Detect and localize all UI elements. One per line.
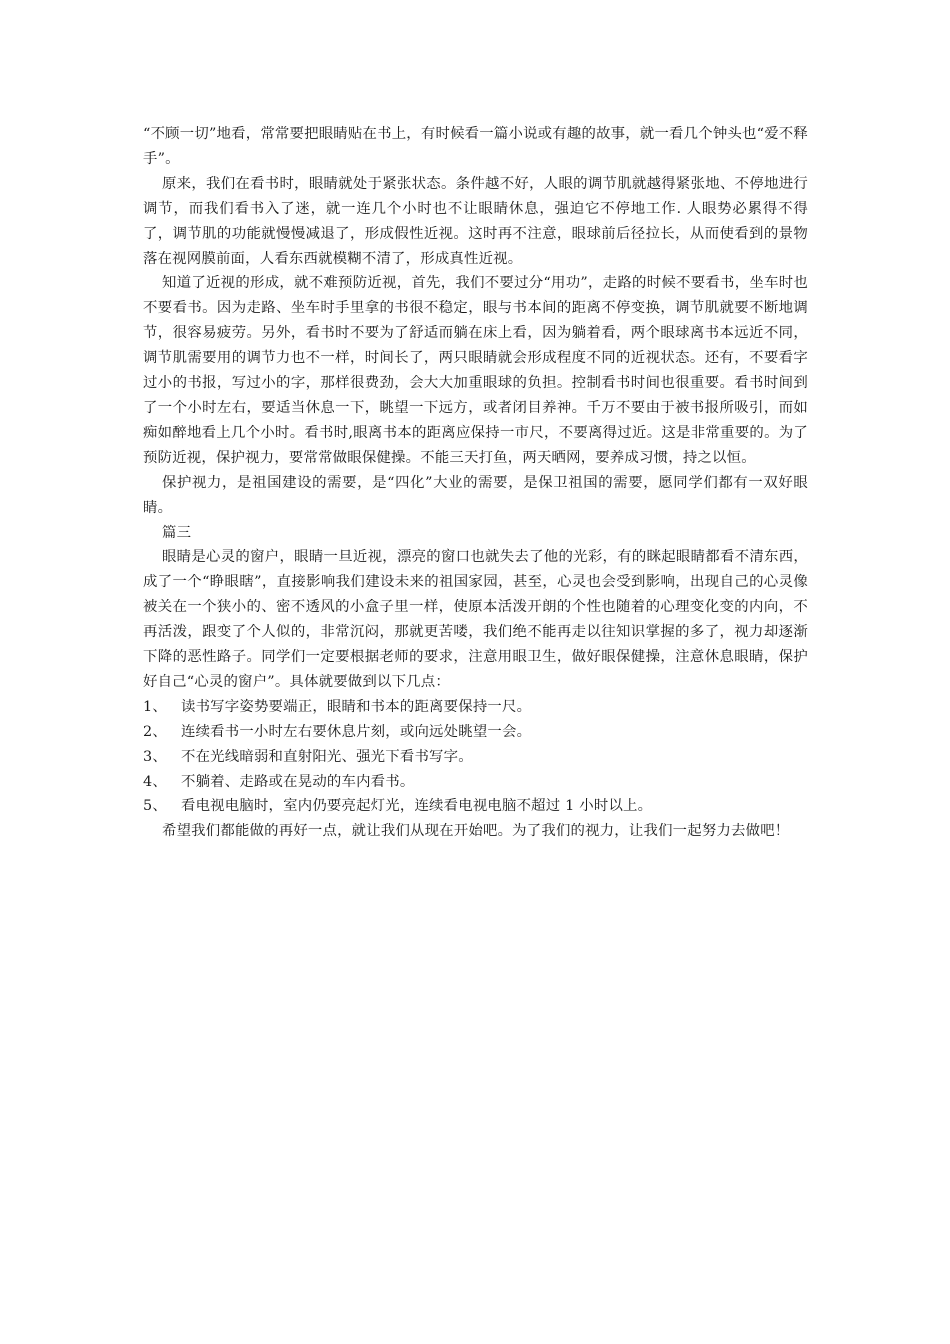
list-item bbox=[143, 770, 808, 795]
paragraph-continuation: “不顾一切”地看，常常要把眼睛贴在书上，有时候看一篇小说或有趣的故事，就一看几个钟头也“爱不释手”。 bbox=[143, 126, 808, 167]
list-item-text: 连续看书一小时左右要休息片刻，或向远处眺望一会。 bbox=[181, 723, 532, 740]
list-item bbox=[143, 745, 808, 770]
list-item-number: 1、 bbox=[143, 698, 167, 715]
list-item-number: 5、 bbox=[143, 798, 167, 815]
list-item-number: 3、 bbox=[143, 748, 167, 765]
list-item-text: 看电视电脑时，室内仍要亮起灯光，连续看电视电脑不超过 1 小时以上。 bbox=[181, 798, 653, 815]
list-item bbox=[143, 794, 808, 819]
list-item-text: 不躺着、走路或在晃动的车内看书。 bbox=[181, 773, 415, 790]
list-item-number: 4、 bbox=[143, 773, 167, 790]
paragraph-prevention: 知道了近视的形成，就不难预防近视，首先，我们不要过分“用功”，走路的时候不要看书，坐车时也不要看书。因为走路、坐车时手里拿的书很不稳定，眼与书本间的距离不停变换，调节肌就要不断地调节，很容易疲劳。另外，看书时不要为了舒适而躺在床上看，因为躺着看，两个眼球离书本远近不同，调节肌需要用的调节力也不一样，时间长了，两只眼睛就会形成程度不同的近视状态。还有，不要看字过小的书报，写过小的字，那样很费劲，会大大加重眼球的负担。控制看书时间也很重要。看书时间到了一个小时左右，要适当休息一下，眺望一下远方，或者闭目养神。千万不要由于被书报所吸引，而如痴如醉地看上几个小时。看书时,眼离书本的距离应保持一市尺，不要离得过近。这是非常重要的。为了预防近视，保护视力，要常常做眼保健操。不能三天打鱼，两天晒网，要养成习惯，持之以恒。 bbox=[143, 275, 808, 466]
list-item bbox=[143, 720, 808, 745]
section-heading: 篇三 bbox=[162, 524, 192, 541]
paragraph-closing: 希望我们都能做的再好一点，就让我们从现在开始吧。为了我们的视力，让我们一起努力去做吧！ bbox=[162, 823, 790, 840]
document-body bbox=[143, 122, 808, 844]
paragraph-intro: 眼睛是心灵的窗户，眼睛一旦近视，漂亮的窗口也就失去了他的光彩，有的眯起眼睛都看不清东西，成了一个“睁眼瞎”，直接影响我们建设未来的祖国家园，甚至，心灵也会受到影响，出现自己的心灵像被关在一个狭小的、密不透风的小盒子里一样，使原本活泼开朗的个性也随着的心理变化变的内向，不再活泼，跟变了个人似的，非常沉闷，那就更苦喽，我们绝不能再走以往知识掌握的多了，视力却逐渐下降的恶性路子。同学们一定要根据老师的要求，注意用眼卫生，做好眼保健操，注意休息眼睛，保护好自己“心灵的窗户”。具体就要做到以下几点： bbox=[143, 549, 808, 690]
list-item-text: 读书写字姿势要端正，眼睛和书本的距离要保持一尺。 bbox=[181, 698, 532, 715]
paragraph-conclusion: 保护视力，是祖国建设的需要，是“四化”大业的需要，是保卫祖国的需要，愿同学们都有一双好眼睛。 bbox=[143, 474, 808, 516]
paragraph-cause: 原来，我们在看书时，眼睛就处于紧张状态。条件越不好，人眼的调节肌就越得紧张地、不停地进行调节，而我们看书入了迷，就一连几个小时也不让眼睛休息，强迫它不停地工作. 人眼势必累得不得了，调节肌的功能就慢慢减退了，形成假性近视。这时再不注意，眼球前后径拉长，从而使看到的景物落在视网膜前面，人看东西就模糊不清了，形成真性近视。 bbox=[143, 175, 808, 267]
list-item-text: 不在光线暗弱和直射阳光、强光下看书写字。 bbox=[181, 748, 473, 765]
list-item bbox=[143, 695, 808, 720]
list-item-number: 2、 bbox=[143, 723, 167, 740]
